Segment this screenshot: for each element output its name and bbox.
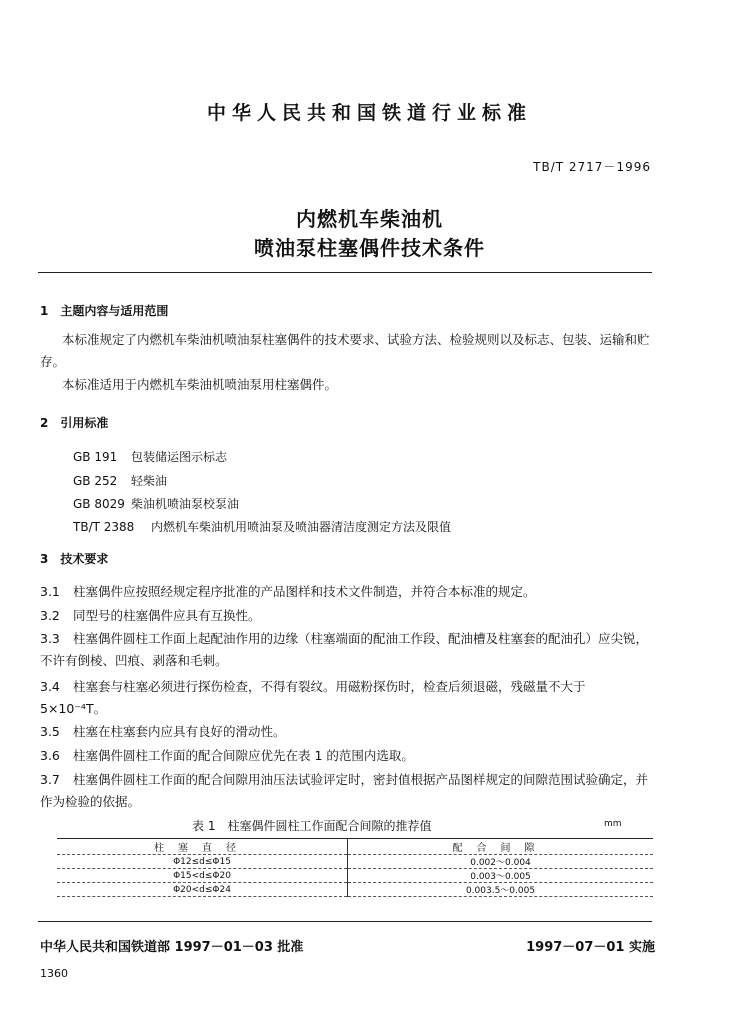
- clause-3-2: 3.2 同型号的柱塞偶件应具有互换性。: [40, 608, 261, 623]
- table1-unit: mm: [604, 819, 622, 829]
- clearance-table: [57, 838, 653, 897]
- approval-text: 中华人民共和国铁道部 1997－01－03 批准: [40, 940, 304, 955]
- section1-para2: 本标准适用于内燃机车柴油机喷油泵用柱塞偶件。: [62, 377, 338, 392]
- clause-3-5: 3.5 柱塞在柱塞套内应具有良好的滑动性。: [40, 724, 286, 739]
- reference-item: GB 191 包装储运图示标志: [73, 450, 228, 464]
- effective-date: 1997－07－01 实施: [526, 940, 655, 955]
- table-row: [57, 869, 653, 883]
- footer-divider: [38, 921, 652, 922]
- table-row: [57, 883, 653, 897]
- section1-heading: 1 主题内容与适用范围: [40, 304, 169, 318]
- table-row: [57, 855, 653, 869]
- clause-3-3: 3.3 柱塞偶件圆柱工作面上起配油作用的边缘（柱塞端面的配油工作段、配油槽及柱塞套的配油孔）应尖锐，不许有倒棱、凹痕、剥落和毛刺。: [40, 631, 649, 668]
- table-cell: 0.003.5～0.005: [348, 883, 654, 897]
- page-number: 1360: [40, 967, 68, 980]
- standard-number: TB/T 2717－1996: [533, 160, 651, 174]
- clause-3-7: 3.7 柱塞偶件圆柱工作面的配合间隙用油压法试验评定时，密封值根据产品图样规定的间隙范围试验确定，并作为检验的依据。: [40, 772, 649, 809]
- clause-3-6: 3.6 柱塞偶件圆柱工作面的配合间隙应优先在表 1 的范围内选取。: [40, 748, 414, 763]
- org-title: 中华人民共和国铁道行业标准: [206, 102, 532, 124]
- table-cell: Φ12≤d≤Φ15: [57, 855, 348, 869]
- table-header-row: [57, 839, 653, 855]
- table-header-cell: 配合间隙: [348, 839, 654, 855]
- table1-caption: 表 1 柱塞偶件圆柱工作面配合间隙的推荐值: [192, 819, 432, 833]
- section1-para1: 本标准规定了内燃机车柴油机喷油泵柱塞偶件的技术要求、试验方法、检验规则以及标志、包装、运输和贮存。: [40, 332, 650, 369]
- table-cell: Φ15<d≤Φ20: [57, 869, 348, 883]
- doc-title-line1: 内燃机车柴油机: [296, 207, 443, 231]
- reference-item: GB 252 轻柴油: [73, 474, 168, 488]
- clause-3-4: 3.4 柱塞套与柱塞必须进行探伤检查，不得有裂纹。用磁粉探伤时，检查后须退磁，残磁量不大于 5×10⁻⁴T。: [40, 679, 586, 716]
- doc-title-line2: 喷油泵柱塞偶件技术条件: [254, 236, 485, 260]
- reference-item: GB 8029 柴油机喷油泵校泵油: [73, 497, 240, 511]
- table-header-cell: 柱塞直径: [57, 839, 348, 855]
- table-cell: 0.002～0.004: [348, 855, 654, 869]
- title-divider: [38, 272, 652, 273]
- table-cell: Φ20<d≤Φ24: [57, 883, 348, 897]
- clause-3-1: 3.1 柱塞偶件应按照经规定程序批准的产品图样和技术文件制造，并符合本标准的规定。: [40, 584, 536, 599]
- reference-item: TB/T 2388 内燃机车柴油机用喷油泵及喷油器清洁度测定方法及限值: [73, 520, 452, 534]
- table-cell: 0.003～0.005: [348, 869, 654, 883]
- section3-heading: 3 技术要求: [40, 552, 109, 566]
- section2-heading: 2 引用标准: [40, 416, 109, 430]
